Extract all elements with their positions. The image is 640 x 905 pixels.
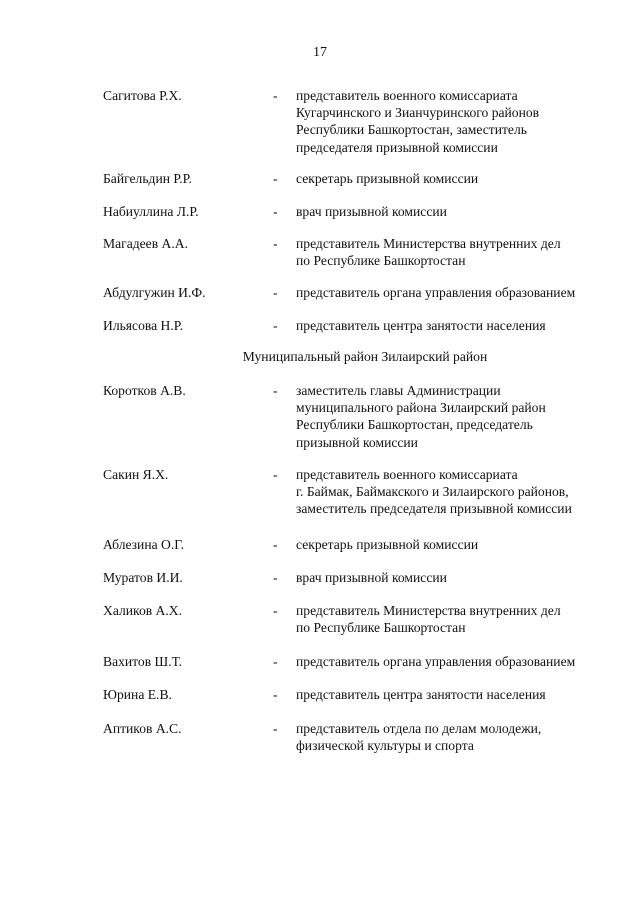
dash: - xyxy=(273,318,278,333)
role-line: заместитель председателя призывной комиссии xyxy=(296,501,572,517)
dash: - xyxy=(273,285,278,300)
role-line: Кугарчинского и Зианчуринского районов xyxy=(296,105,540,121)
dash: - xyxy=(273,171,278,186)
member-role xyxy=(296,602,632,636)
member-name: Сагитова Р.Х. xyxy=(103,88,182,103)
role-line: представитель военного комиссариата xyxy=(296,88,518,103)
member-name: Ильясова Н.Р. xyxy=(103,318,184,333)
role-line: Республики Башкортостан, председатель xyxy=(296,417,533,433)
member-role xyxy=(296,382,632,451)
member-name: Байгельдин Р.Р. xyxy=(103,171,192,186)
member-name: Сакин Я.Х. xyxy=(103,467,169,482)
dash: - xyxy=(273,721,278,736)
member-role xyxy=(296,87,632,156)
member-name: Халиков А.Х. xyxy=(103,603,182,618)
role-line: по Республике Башкортостан xyxy=(296,253,466,269)
role-line: Республики Башкортостан, заместитель xyxy=(296,122,527,138)
role-line: секретарь призывной комиссии xyxy=(296,537,479,552)
member-role xyxy=(296,235,632,269)
role-line: по Республике Башкортостан xyxy=(296,620,466,636)
role-line: муниципального района Зилаирский район xyxy=(296,400,546,416)
member-role xyxy=(296,653,632,670)
role-line: представитель органа управления образованием xyxy=(296,285,576,300)
dash: - xyxy=(273,467,278,482)
dash: - xyxy=(273,88,278,103)
role-line: представитель центра занятости населения xyxy=(296,687,546,702)
dash: - xyxy=(273,570,278,585)
member-name: Аптиков А.С. xyxy=(103,721,182,736)
dash: - xyxy=(273,654,278,669)
dash: - xyxy=(273,236,278,251)
member-role xyxy=(296,536,632,553)
member-name: Магадеев А.А. xyxy=(103,236,188,251)
dash: - xyxy=(273,537,278,552)
member-name: Коротков А.В. xyxy=(103,383,186,398)
role-line: физической культуры и спорта xyxy=(296,738,474,754)
dash: - xyxy=(273,383,278,398)
role-line: представитель военного комиссариата xyxy=(296,467,518,482)
member-role xyxy=(296,569,632,586)
role-line: представитель Министерства внутренних дел xyxy=(296,603,561,618)
role-line: представитель отдела по делам молодежи, xyxy=(296,721,542,736)
member-name: Муратов И.И. xyxy=(103,570,183,585)
role-line: представитель органа управления образованием xyxy=(296,654,576,669)
dash: - xyxy=(273,603,278,618)
member-name: Юрина Е.В. xyxy=(103,687,172,702)
dash: - xyxy=(273,687,278,702)
member-name: Набиуллина Л.Р. xyxy=(103,204,199,219)
role-line: г. Баймак, Баймакского и Зилаирского районов, xyxy=(296,484,569,500)
role-line: врач призывной комиссии xyxy=(296,204,447,219)
role-line: председателя призывной комиссии xyxy=(296,139,498,155)
dash: - xyxy=(273,204,278,219)
member-role xyxy=(296,317,632,334)
member-role xyxy=(296,284,632,301)
role-line: призывной комиссии xyxy=(296,434,418,450)
role-line: заместитель главы Администрации xyxy=(296,383,501,398)
member-role xyxy=(296,466,632,518)
role-line: врач призывной комиссии xyxy=(296,570,447,585)
member-name: Абдулгужин И.Ф. xyxy=(103,285,206,300)
member-name: Вахитов Ш.Т. xyxy=(103,654,182,669)
page-number: 17 xyxy=(313,45,327,60)
role-line: секретарь призывной комиссии xyxy=(296,171,479,186)
member-name: Аблезина О.Г. xyxy=(103,537,184,552)
member-role xyxy=(296,686,632,703)
member-role xyxy=(296,720,632,754)
section-heading: Муниципальный район Зилаирский район xyxy=(242,349,488,364)
role-line: представитель центра занятости населения xyxy=(296,318,546,333)
member-role xyxy=(296,170,632,187)
role-line: представитель Министерства внутренних дел xyxy=(296,236,561,251)
member-role xyxy=(296,203,632,220)
